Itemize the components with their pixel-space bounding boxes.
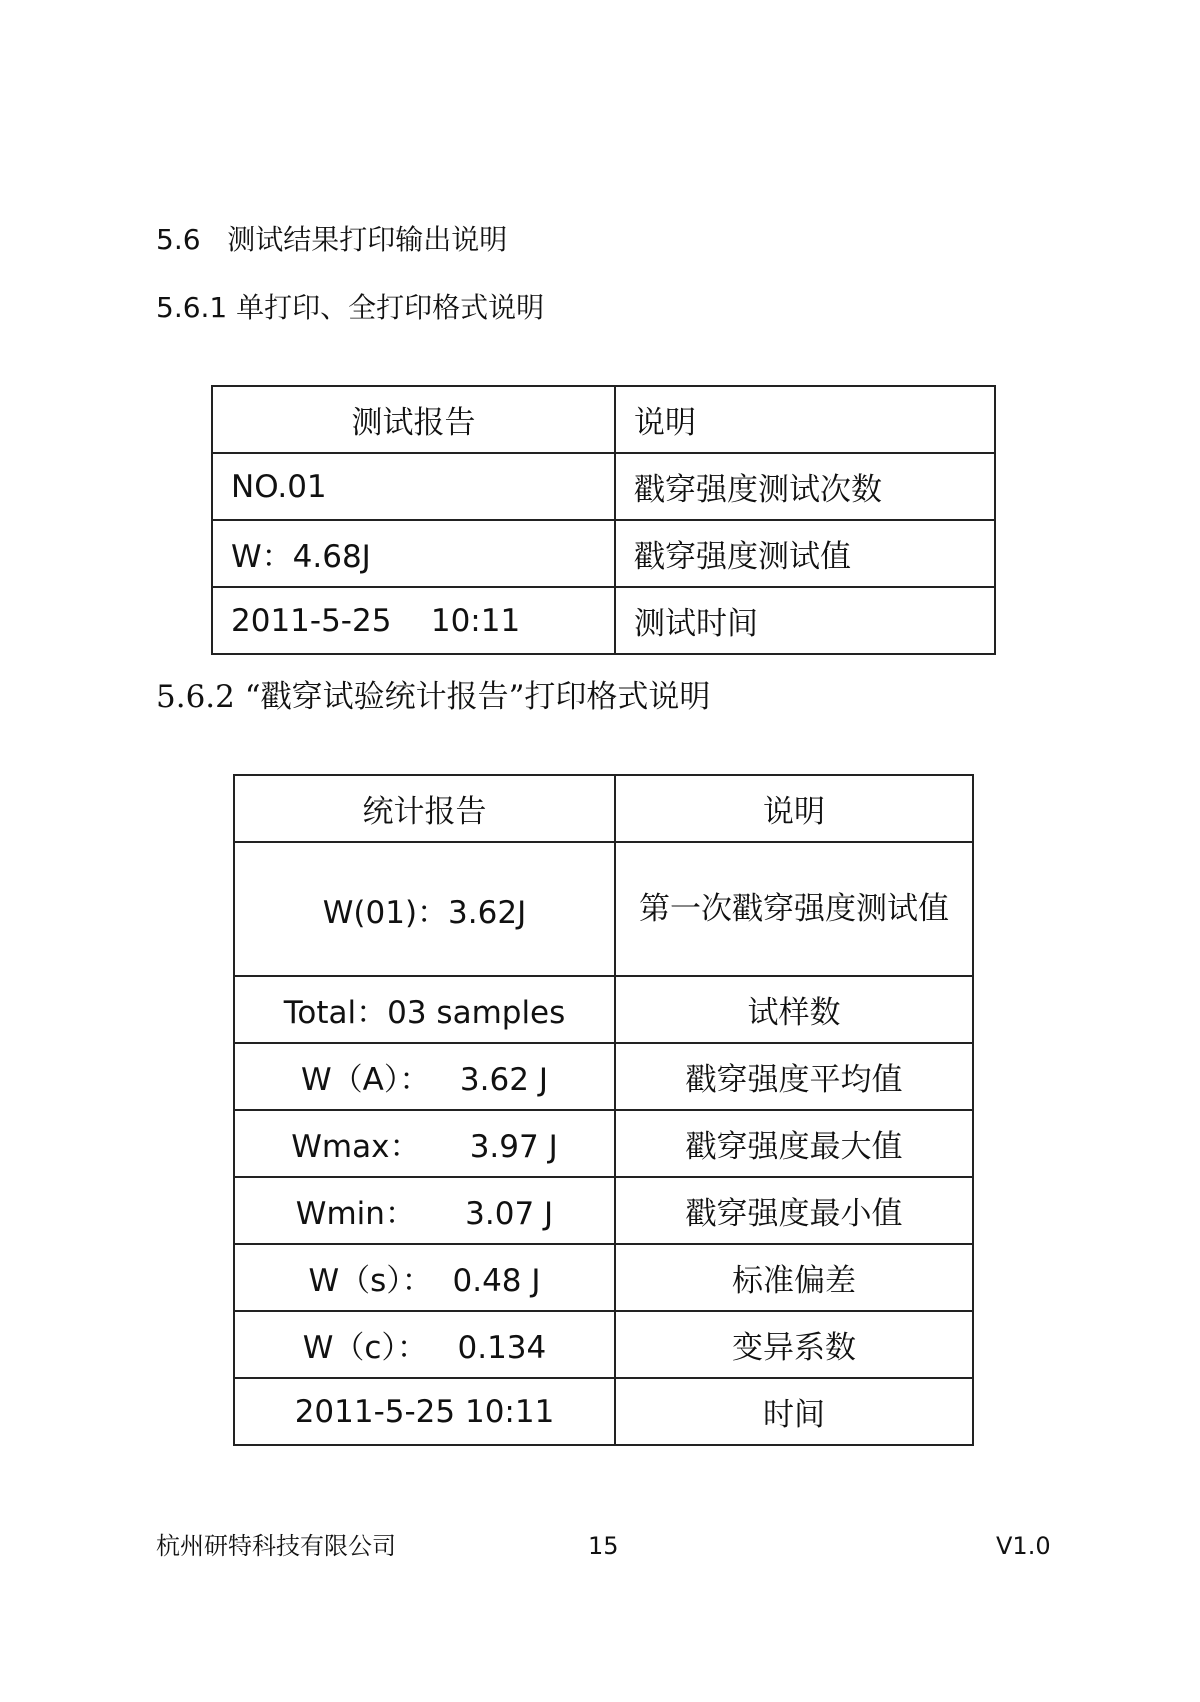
- section-number: 5.6.1: [156, 291, 228, 324]
- section-title: 测试结果打印输出说明: [227, 223, 508, 256]
- table-cell: 测试时间: [615, 587, 995, 654]
- section-5-6-2-heading: 5.6.2 “戳穿试验统计报告”打印格式说明: [156, 679, 711, 715]
- section-title: 单打印、全打印格式说明: [236, 291, 545, 324]
- table-cell: 试样数: [615, 976, 973, 1043]
- table-cell: W（s）： 0.48 J: [234, 1244, 615, 1311]
- table-header-cell: 测试报告: [212, 386, 615, 453]
- table-header-cell: 说明: [615, 775, 973, 842]
- table-header-row: [234, 775, 973, 842]
- table-cell: 变异系数: [615, 1311, 973, 1378]
- table-cell: W：4.68J: [212, 520, 615, 587]
- section-5-6-heading: [156, 223, 507, 257]
- table-cell: 标准偏差: [615, 1244, 973, 1311]
- test-report-format-table: [211, 385, 996, 655]
- table-cell: W（A）： 3.62 J: [234, 1043, 615, 1110]
- table-row: [234, 1177, 973, 1244]
- table-cell: Total：03 samples: [234, 976, 615, 1043]
- table-cell: W(01)：3.62J: [234, 842, 615, 976]
- table-cell: 2011-5-25 10:11: [212, 587, 615, 654]
- statistics-report-format-table: [233, 774, 974, 1446]
- footer-company-name: 杭州研特科技有限公司: [156, 1532, 396, 1560]
- table-row: [234, 842, 973, 976]
- footer-page-number: 15: [588, 1532, 619, 1560]
- table-row: [234, 1043, 973, 1110]
- section-number: 5.6: [156, 223, 201, 256]
- table-row: [212, 453, 995, 520]
- table-row: [234, 1244, 973, 1311]
- table-header-cell: 统计报告: [234, 775, 615, 842]
- table-cell: 戳穿强度测试值: [615, 520, 995, 587]
- table-cell: 第一次戳穿强度测试值: [615, 842, 973, 976]
- table-cell: W（c）： 0.134: [234, 1311, 615, 1378]
- footer-version: V1.0: [996, 1532, 1051, 1560]
- table-row: [234, 1378, 973, 1445]
- table-header-row: [212, 386, 995, 453]
- table-cell: 戳穿强度测试次数: [615, 453, 995, 520]
- table-cell: Wmin： 3.07 J: [234, 1177, 615, 1244]
- section-5-6-1-heading: [156, 291, 544, 325]
- table-row: [212, 587, 995, 654]
- table-header-cell: 说明: [615, 386, 995, 453]
- table-cell: Wmax： 3.97 J: [234, 1110, 615, 1177]
- table-cell: 戳穿强度最大值: [615, 1110, 973, 1177]
- table-cell: 戳穿强度平均值: [615, 1043, 973, 1110]
- table-row: [234, 976, 973, 1043]
- table-cell: NO.01: [212, 453, 615, 520]
- table-row: [234, 1311, 973, 1378]
- table-cell: 2011-5-25 10:11: [234, 1378, 615, 1445]
- table-row: [212, 520, 995, 587]
- table-cell: 时间: [615, 1378, 973, 1445]
- table-row: [234, 1110, 973, 1177]
- table-cell: 戳穿强度最小值: [615, 1177, 973, 1244]
